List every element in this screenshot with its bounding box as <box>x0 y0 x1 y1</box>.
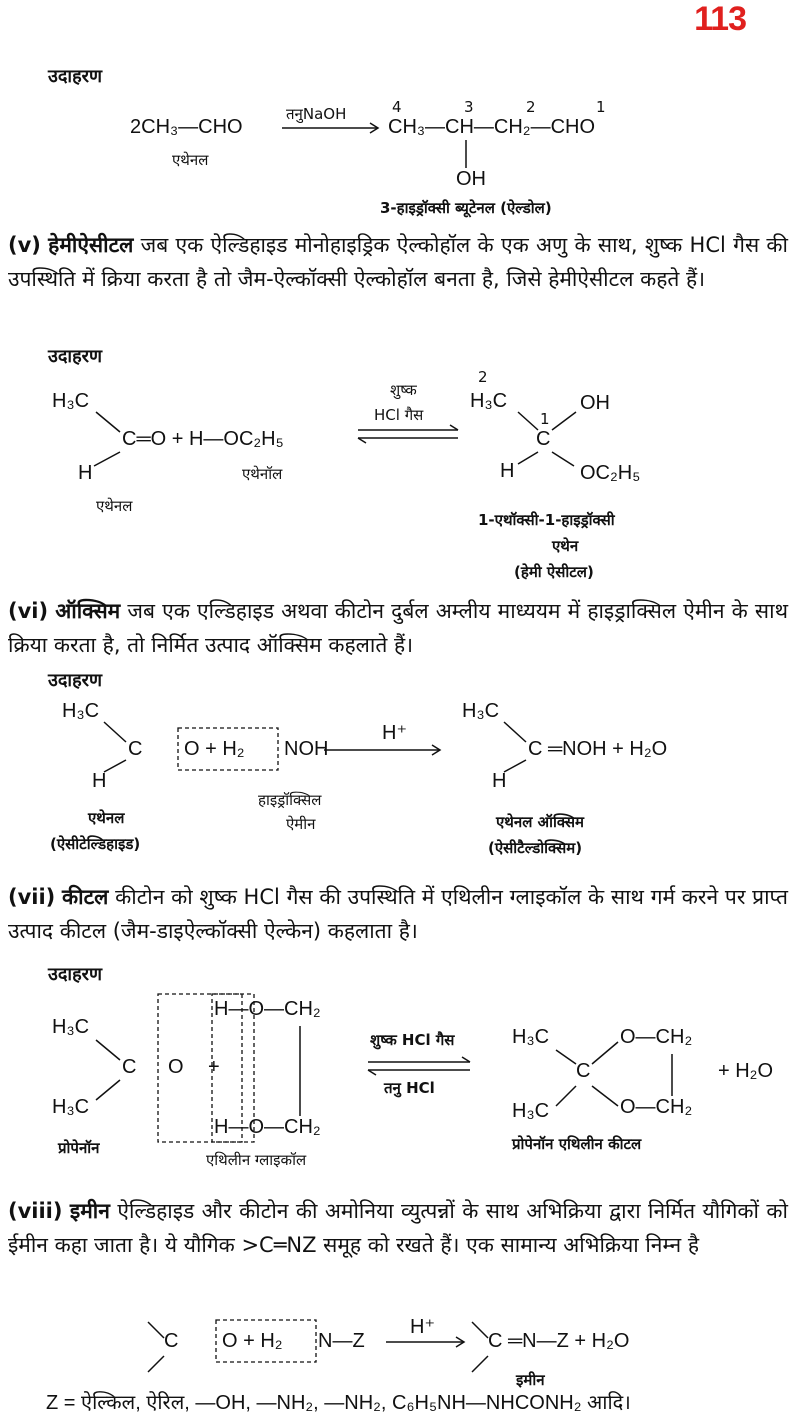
aldol-reactant: 2CH₃—CHO <box>130 116 243 138</box>
oxime-term: ऑक्सिम <box>55 599 121 623</box>
aldol-locant-4: 4 <box>392 98 402 116</box>
ketal-plus: + <box>208 1056 220 1078</box>
hemi-p-oc2h5: OC₂H₅ <box>580 462 641 484</box>
oxime-name3a: एथेनल ऑक्सिम <box>496 813 585 831</box>
aldol-reagent: तनुNaOH <box>286 105 347 123</box>
ketal-text: कीटोन को शुष्क HCl गैस की उपस्थिति में एथिलीन ग्लाइकॉल के साथ गर्म करने पर प्राप्त उत्पाद कीटल (जैम-डाइऐल्कॉक्सी ऐल्केन) कहलाता है। <box>8 885 788 943</box>
aldol-locant-1: 1 <box>596 98 606 116</box>
example-label: उदाहरण <box>48 346 103 367</box>
hemi-product-name-2: एथेन <box>552 537 579 555</box>
ketal-name1: प्रोपेनॉन <box>58 1139 100 1157</box>
imine-reagent: H⁺ <box>410 1316 435 1338</box>
oxime-noh: NOH <box>284 738 329 760</box>
ketal-name2: एथिलीन ग्लाइकॉल <box>206 1151 307 1169</box>
oxime-name1b: (ऐसीटेल्डिहाइड) <box>50 835 141 853</box>
ketal-p-c: C <box>576 1060 591 1082</box>
ketal-c: C <box>122 1056 137 1078</box>
example-label: उदाहरण <box>48 66 103 87</box>
oxime-name2a: हाइड्रॉक्सिल <box>258 791 322 809</box>
hemi-p-c: C <box>536 428 551 450</box>
oxime-name3b: (ऐसीटैल्डोक्सिम) <box>488 839 583 857</box>
imine-paragraph <box>8 1194 788 1262</box>
hemiacetal-text: जब एक ऐल्डिहाइड मोनोहाइड्रिक ऐल्कोहॉल के एक अणु के साथ, शुष्क HCl गैस की उपस्थिति में क्रिया करता है तो जैम-ऐल्कॉक्सी ऐल्कोहॉल बनता है, जिसे हेमीऐसीटल कहते हैं। <box>8 233 788 291</box>
imine-product-name: इमीन <box>516 1371 545 1389</box>
hemi-reagent-top: शुष्क <box>390 381 417 399</box>
hemiacetal-number: (v) <box>8 233 41 257</box>
ketal-p-ring-top: O—CH₂ <box>620 1026 693 1048</box>
hemi-p-h: H <box>500 460 515 482</box>
ketal-reagent-top: शुष्क HCl गैस <box>370 1031 455 1049</box>
oxime-p-h: H <box>492 770 507 792</box>
ketal-number: (vii) <box>8 885 56 909</box>
glycol-bottom: H—O—CH₂ <box>214 1116 321 1138</box>
imine-boxed: O + H₂ <box>222 1330 283 1352</box>
ketal-name3: प्रोपेनॉन एथिलीन कीटल <box>512 1135 642 1153</box>
aldol-reactant-name: एथेनल <box>172 151 209 169</box>
ketal-o: O <box>168 1056 184 1078</box>
oxime-text: जब एक एल्डिहाइड अथवा कीटोन दुर्बल अम्लीय माध्ययम में हाइड्राक्सिल ऐमीन के साथ क्रिया करता है, तो निर्मित उत्पाद ऑक्सिम कहलाते हैं। <box>8 599 788 657</box>
aldol-product: CH₃—CH—CH₂—CHO <box>388 116 596 138</box>
aldol-oh: OH <box>456 168 486 190</box>
hemi-product-name-3: (हेमी ऐसीटल) <box>514 563 594 581</box>
ketal-paragraph <box>8 880 788 948</box>
hemi-reactant2-name: एथेनॉल <box>242 465 283 483</box>
hemi-p-locant2: 2 <box>478 368 488 386</box>
example-label: उदाहरण <box>48 964 103 985</box>
ketal-h3c-top: H₃C <box>52 1016 90 1038</box>
hemi-h3c: H₃C <box>52 390 90 412</box>
oxime-p-main: C ═NOH + H₂O <box>528 738 668 760</box>
hemi-product-name-1: 1-एथॉक्सी-1-हाइड्रॉक्सी <box>478 511 615 529</box>
oxime-p-h3c: H₃C <box>462 700 500 722</box>
hemi-reagent-bottom: HCl गैस <box>374 406 424 424</box>
hemi-carbonyl: C═O + H—OC₂H₅ <box>122 428 284 450</box>
imine-z-definition: Z = ऐल्किल, ऐरिल, —OH, —NH₂, —NH₂, C₆H₅NH—NHCONH₂ आदि। <box>46 1392 631 1414</box>
ketal-p-h3c-bot: H₃C <box>512 1100 550 1122</box>
oxime-boxed: O + H₂ <box>184 738 245 760</box>
imine-nz: N—Z <box>318 1330 365 1352</box>
imine-product: C ═N—Z + H₂O <box>488 1330 630 1352</box>
imine-text: ऐल्डिहाइड और कीटोन की अमोनिया व्युत्पन्नों के साथ अभिक्रिया द्वारा निर्मित यौगिकों को ईमीन कहा जाता है। ये यौगिक >C═NZ समूह को रखते हैं। एक सामान्य अभिक्रिया निम्न है <box>8 1199 788 1257</box>
aldol-locant-2: 2 <box>526 98 536 116</box>
hemi-p-h3c: H₃C <box>470 390 508 412</box>
oxime-h3c: H₃C <box>62 700 100 722</box>
ketal-reagent-bottom: तनु HCl <box>384 1079 435 1097</box>
oxime-h: H <box>92 770 107 792</box>
ketal-h3c-bot: H₃C <box>52 1096 90 1118</box>
oxime-number: (vi) <box>8 599 49 623</box>
aldol-product-name: 3-हाइड्रॉक्सी ब्यूटेनल (ऐल्डोल) <box>380 199 552 217</box>
imine-number: (viii) <box>8 1199 63 1223</box>
oxime-c: C <box>128 738 143 760</box>
imine-c: C <box>164 1330 179 1352</box>
hemi-p-oh: OH <box>580 392 610 414</box>
ketal-p-h3c-top: H₃C <box>512 1026 550 1048</box>
glycol-top: H—O—CH₂ <box>214 998 321 1020</box>
oxime-paragraph <box>8 594 788 662</box>
page-number: 113 <box>694 0 746 38</box>
aldol-locant-3: 3 <box>464 98 474 116</box>
hemiacetal-paragraph <box>8 228 788 296</box>
ketal-p-ring-bot: O—CH₂ <box>620 1096 693 1118</box>
imine-term: इमीन <box>69 1199 110 1223</box>
hemi-h: H <box>78 462 93 484</box>
ketal-water: + H₂O <box>718 1060 773 1082</box>
oxime-reagent: H⁺ <box>382 722 407 744</box>
oxime-name2b: ऐमीन <box>286 815 316 833</box>
hemi-reactant1-name: एथेनल <box>96 497 133 515</box>
hemi-p-locant1: 1 <box>540 410 550 428</box>
example-label: उदाहरण <box>48 670 103 691</box>
oxime-name1a: एथेनल <box>88 809 125 827</box>
ketal-term: कीटल <box>62 885 109 909</box>
hemiacetal-term: हेमीऐसीटल <box>48 233 134 257</box>
